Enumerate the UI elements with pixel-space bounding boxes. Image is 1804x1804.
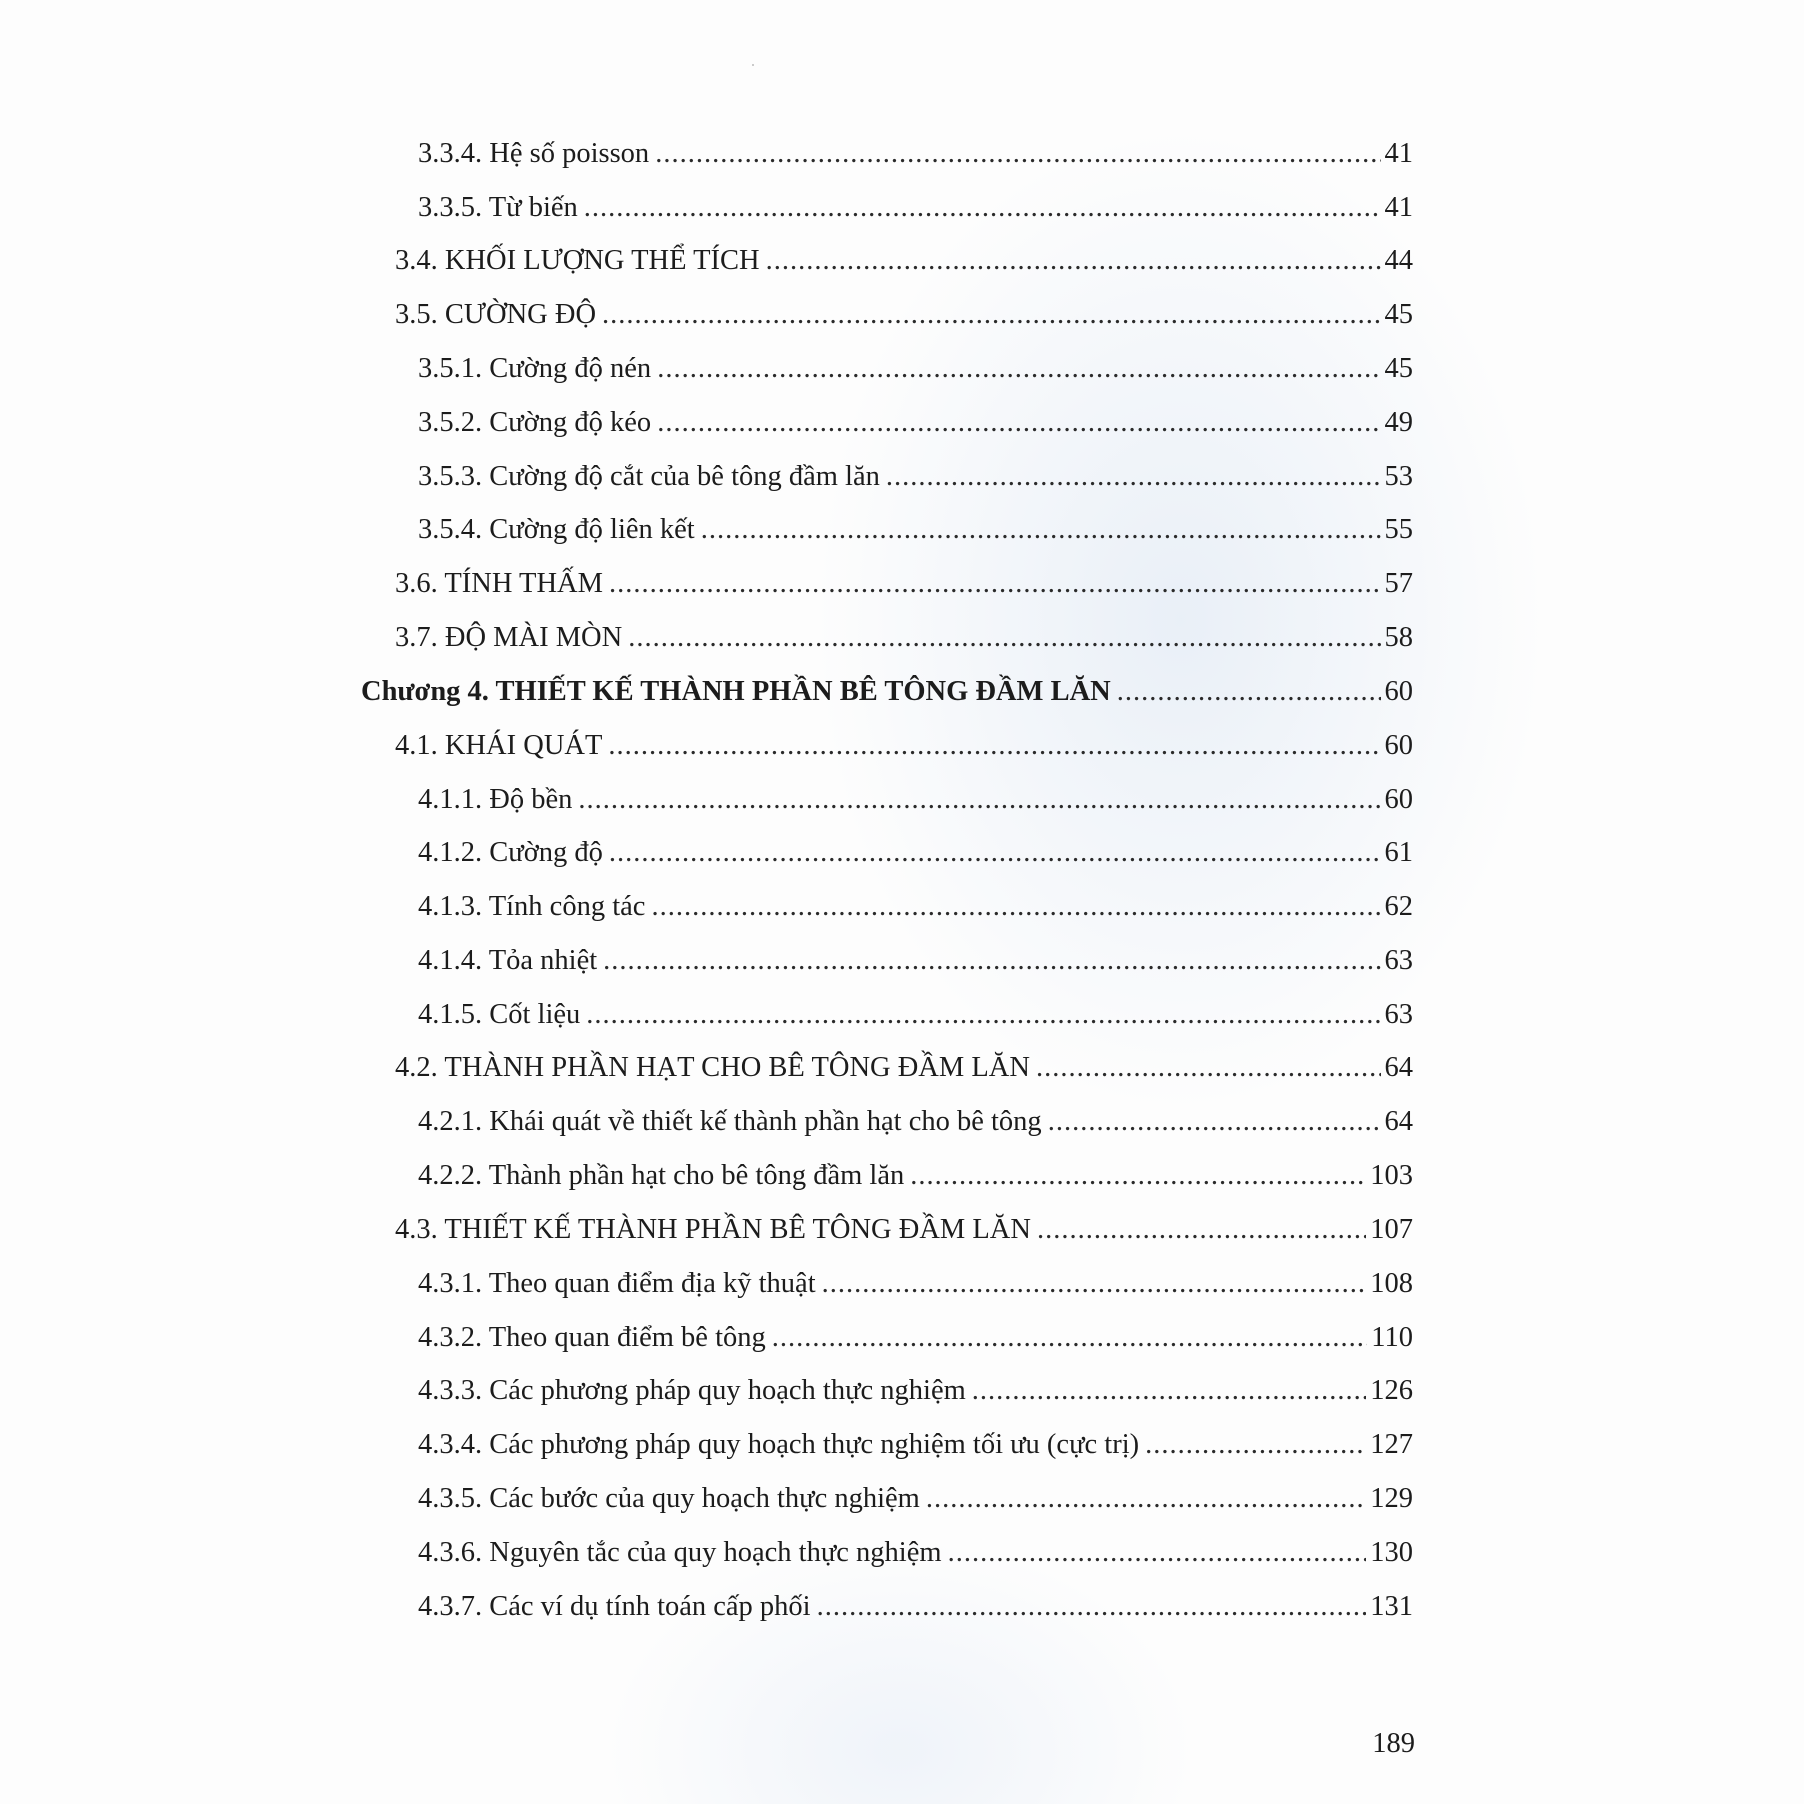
toc-entry [395,295,1413,335]
scan-speck [752,64,754,66]
toc-entry [418,941,1413,981]
toc-chapter-entry [361,672,1413,712]
toc-leader-dots [972,1371,1366,1411]
toc-entry-title: 3.4. KHỐI LƯỢNG THỂ TÍCH [395,245,760,276]
toc-entry-title: 3.7. ĐỘ MÀI MÒN [395,622,623,653]
toc-entry-title: 4.1.4. Tỏa nhiệt [418,945,598,976]
toc-leader-dots [578,780,1380,820]
toc-leader-dots [1037,1210,1366,1250]
toc-entry [418,1156,1413,1196]
toc-leader-dots [910,1156,1366,1196]
toc-entry-page: 127 [1370,1429,1413,1460]
toc-entry-title: 4.3.6. Nguyên tắc của quy hoạch thực nghiệm [418,1537,942,1568]
toc-leader-dots [1117,672,1381,712]
toc-entry [418,1533,1413,1573]
toc-entry [418,995,1413,1035]
toc-entry-page: 45 [1384,353,1413,384]
toc-entry [418,887,1413,927]
toc-entry-title: 4.1. KHÁI QUÁT [395,730,603,761]
toc-entry-title: 3.6. TÍNH THẤM [395,568,603,599]
toc-entry [395,564,1413,604]
toc-entry [395,726,1413,766]
toc-entry-title: 4.3. THIẾT KẾ THÀNH PHẦN BÊ TÔNG ĐẦM LĂN [395,1214,1031,1245]
toc-entry-title: 3.5.4. Cường độ liên kết [418,514,695,545]
toc-entry [418,1587,1413,1627]
toc-entry [418,1318,1413,1358]
toc-entry-page: 60 [1384,676,1413,707]
toc-entry-page: 103 [1370,1160,1413,1191]
toc-entry-title: 4.3.5. Các bước của quy hoạch thực nghiệm [418,1483,920,1514]
toc-entry-page: 41 [1384,192,1413,223]
toc-entry [395,1048,1413,1088]
toc-entry [418,1425,1413,1465]
toc-leader-dots [822,1264,1367,1304]
toc-entry [418,833,1413,873]
toc-leader-dots [766,241,1381,281]
toc-entry-page: 62 [1384,891,1413,922]
toc-leader-dots [584,188,1381,228]
toc-leader-dots [609,833,1381,873]
toc-entry [395,618,1413,658]
toc-entry-page: 45 [1384,299,1413,330]
toc-entry [418,188,1413,228]
toc-leader-dots [609,564,1381,604]
toc-entry-title: 4.2. THÀNH PHẦN HẠT CHO BÊ TÔNG ĐẦM LĂN [395,1052,1030,1083]
toc-leader-dots [651,887,1380,927]
toc-entry-title: 4.2.2. Thành phần hạt cho bê tông đầm lăn [418,1160,905,1191]
toc-entry [418,780,1413,820]
toc-entry [395,1210,1413,1250]
toc-entry-page: 55 [1384,514,1413,545]
toc-entry-page: 41 [1384,138,1413,169]
toc-entry-page: 53 [1384,461,1413,492]
toc-entry [418,1479,1413,1519]
toc-leader-dots [1036,1048,1381,1088]
toc-entry [418,510,1413,550]
toc-leader-dots [657,403,1380,443]
toc-entry [395,241,1413,281]
toc-entry-page: 126 [1370,1375,1413,1406]
toc-entry-page: 130 [1370,1537,1413,1568]
toc-entry-page: 107 [1370,1214,1413,1245]
toc-entry-title: 3.5.3. Cường độ cắt của bê tông đầm lăn [418,461,880,492]
toc-entry-title: 3.3.5. Từ biến [418,192,578,223]
toc-leader-dots [926,1479,1366,1519]
toc-entry [418,1371,1413,1411]
toc-entry-page: 61 [1384,837,1413,868]
toc-leader-dots [608,726,1380,766]
toc-entry-page: 64 [1384,1106,1413,1137]
toc-entry-page: 108 [1370,1268,1413,1299]
toc-entry-title: 4.3.2. Theo quan điểm bê tông [418,1322,766,1353]
toc-entry-title: 4.3.3. Các phương pháp quy hoạch thực nghiệm [418,1375,966,1406]
toc-entry-page: 60 [1384,730,1413,761]
toc-leader-dots [1145,1425,1366,1465]
toc-leader-dots [602,295,1380,335]
toc-entry-title: Chương 4. THIẾT KẾ THÀNH PHẦN BÊ TÔNG ĐẦM LĂN [361,676,1111,707]
toc-entry-title: 4.1.3. Tính công tác [418,891,646,922]
toc-leader-dots [628,618,1380,658]
toc-entry-page: 57 [1384,568,1413,599]
toc-entry-page: 131 [1370,1591,1413,1622]
toc-entry-page: 49 [1384,407,1413,438]
toc-entry-title: 3.5.2. Cường độ kéo [418,407,652,438]
toc-entry [418,457,1413,497]
toc-entry [418,1102,1413,1142]
toc-entry [418,1264,1413,1304]
toc-entry-title: 4.1.2. Cường độ [418,837,603,868]
toc-entry-page: 63 [1384,999,1413,1030]
toc-entry-page: 129 [1370,1483,1413,1514]
toc-entry-title: 3.3.4. Hệ số poisson [418,138,650,169]
toc-leader-dots [657,349,1380,389]
toc-entry-title: 3.5.1. Cường độ nén [418,353,652,384]
toc-entry [418,349,1413,389]
toc-entry-title: 3.5. CƯỜNG ĐỘ [395,299,597,330]
toc-entry-page: 58 [1384,622,1413,653]
toc-entry-page: 64 [1384,1052,1413,1083]
toc-leader-dots [1048,1102,1381,1142]
toc-leader-dots [701,510,1381,550]
toc-entry-title: 4.3.4. Các phương pháp quy hoạch thực nghiệm tối ưu (cực trị) [418,1429,1140,1460]
toc-entry [418,403,1413,443]
toc-entry-title: 4.1.5. Cốt liệu [418,999,581,1030]
toc-entry-title: 4.2.1. Khái quát về thiết kế thành phần hạt cho bê tông [418,1106,1042,1137]
toc-leader-dots [655,134,1380,174]
toc-entry-title: 4.3.1. Theo quan điểm địa kỹ thuật [418,1268,816,1299]
toc-leader-dots [772,1318,1368,1358]
toc-entry-title: 4.3.7. Các ví dụ tính toán cấp phối [418,1591,811,1622]
toc-entry-page: 44 [1384,245,1413,276]
toc-leader-dots [817,1587,1367,1627]
toc-entry-page: 63 [1384,945,1413,976]
toc-leader-dots [586,995,1380,1035]
toc-entry-page: 60 [1384,784,1413,815]
page-number: 189 [1372,1728,1415,1759]
toc-leader-dots [948,1533,1367,1573]
toc-entry-page: 110 [1371,1322,1413,1353]
toc-leader-dots [886,457,1381,497]
toc-entry [418,134,1413,174]
toc-leader-dots [603,941,1380,981]
toc-entry-title: 4.1.1. Độ bền [418,784,573,815]
